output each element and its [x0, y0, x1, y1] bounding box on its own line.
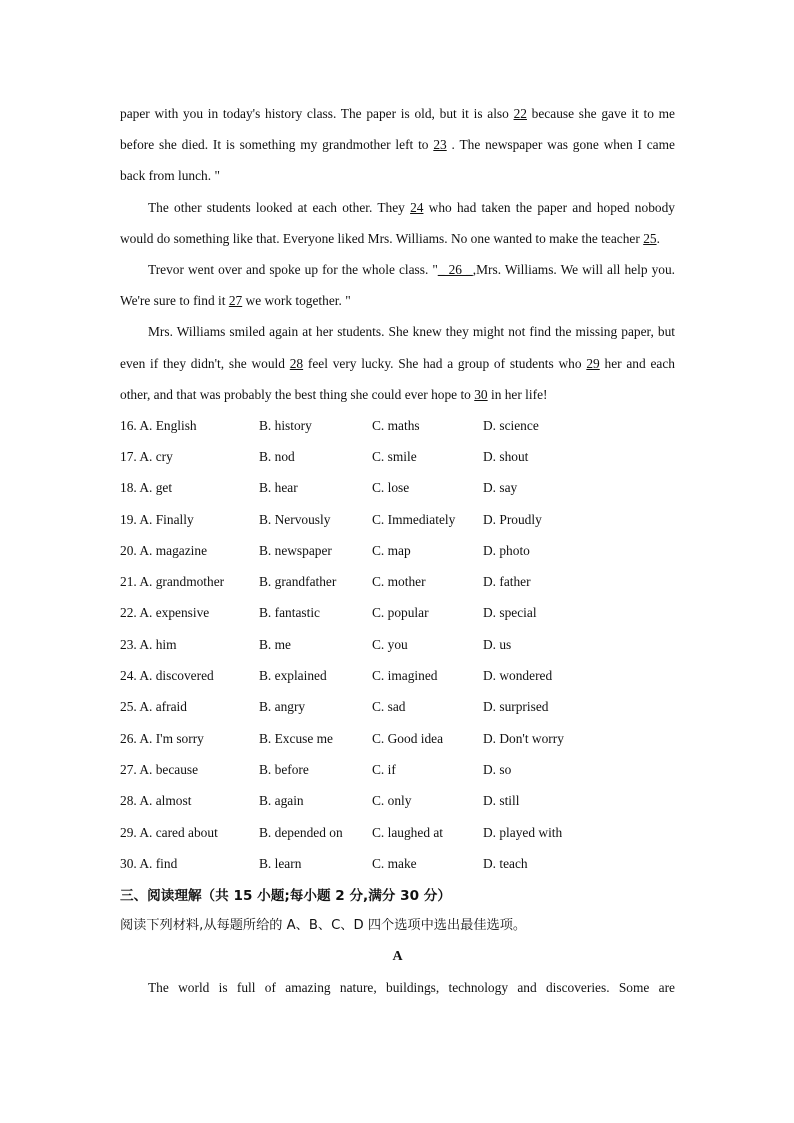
option-d: D. Don't worry [483, 730, 564, 746]
question-row [120, 629, 675, 660]
passage-paragraph-3 [120, 254, 675, 316]
option-c: C. lose [372, 480, 410, 496]
question-row [120, 504, 675, 535]
passage-label: A [392, 949, 403, 965]
question-row [120, 692, 675, 723]
question-row [120, 441, 675, 472]
option-b: B. depended on [259, 824, 343, 840]
option-d: D. wondered [483, 668, 553, 684]
passage-text: because she gave it to me before she died. It is something my grandmother left to [120, 106, 675, 153]
answer-blank: _ 26 _ [437, 262, 473, 278]
passage-text: Trevor went over and spoke up for the whole class. " [148, 262, 438, 278]
option-c: C. you [372, 636, 408, 652]
option-a: 23. A. him [120, 636, 177, 652]
answer-blank: 24 [410, 199, 424, 215]
option-c: C. smile [372, 448, 417, 464]
passage-text: feel very lucky. She had a group of students who [303, 355, 587, 371]
option-d: D. still [483, 793, 520, 809]
option-d: D. teach [483, 855, 528, 871]
option-d: D. Proudly [483, 511, 542, 527]
option-c: C. map [372, 542, 411, 558]
option-d: D. say [483, 480, 518, 496]
option-a: 20. A. magazine [120, 542, 208, 558]
answer-blank: 28 [289, 355, 304, 371]
section-instruction: 阅读下列材料,从每题所给的 A、B、C、D 四个选项中选出最佳选项。 [120, 918, 527, 934]
option-d: D. so [483, 761, 512, 777]
answer-blank: 30 [474, 386, 488, 402]
option-b: B. Excuse me [259, 730, 334, 746]
option-a: 18. A. get [120, 480, 173, 496]
passage-paragraph-1 [120, 98, 675, 192]
option-a: 17. A. cry [120, 448, 173, 464]
option-c: C. maths [372, 417, 420, 433]
question-row [120, 848, 675, 879]
passage-text: . The newspaper was gone when I came back from lunch. " [120, 137, 675, 184]
passage-text: who had taken the paper and hoped nobody would do something like that. Everyone liked Mrs. Williams. No one wanted to make the teacher [120, 199, 675, 246]
passage-paragraph-4 [120, 316, 675, 410]
question-row [120, 473, 675, 504]
option-a: 27. A. because [120, 761, 199, 777]
question-row [120, 598, 675, 629]
passage-text: The other students looked at each other. They [148, 199, 411, 215]
passage-text: . [656, 230, 660, 246]
question-row [120, 567, 675, 598]
option-d: D. played with [483, 824, 563, 840]
option-b: B. before [259, 761, 309, 777]
option-a: 19. A. Finally [120, 511, 194, 527]
question-row [120, 723, 675, 754]
option-c: C. mother [372, 574, 426, 590]
option-b: B. grandfather [259, 574, 337, 590]
answer-blank: 25 [643, 230, 657, 246]
passage-text: in her life! [487, 386, 548, 402]
option-a: 25. A. afraid [120, 699, 187, 715]
option-a: 28. A. almost [120, 793, 192, 809]
passage-text: we work together. " [242, 293, 351, 309]
option-d: D. special [483, 605, 537, 621]
option-a: 24. A. discovered [120, 668, 214, 684]
answer-blank: 27 [228, 293, 243, 309]
passage-paragraph-2 [120, 192, 675, 254]
option-c: C. laughed at [372, 824, 444, 840]
option-d: D. us [483, 636, 512, 652]
question-row [120, 817, 675, 848]
option-b: B. hear [259, 480, 298, 496]
option-c: C. if [372, 761, 396, 777]
option-a: 16. A. English [120, 417, 197, 433]
question-row [120, 660, 675, 691]
option-c: C. Immediately [372, 511, 456, 527]
option-b: B. me [259, 636, 291, 652]
option-b: B. nod [259, 448, 295, 464]
option-c: C. imagined [372, 668, 438, 684]
option-c: C. popular [372, 605, 429, 621]
option-c: C. sad [372, 699, 406, 715]
question-row [120, 786, 675, 817]
option-a: 21. A. grandmother [120, 574, 225, 590]
option-b: B. Nervously [259, 511, 331, 527]
option-b: B. newspaper [259, 542, 332, 558]
option-b: B. angry [259, 699, 306, 715]
passage-text: her and each other, and that was probably the best thing she could ever hope to [120, 355, 675, 402]
option-d: D. shout [483, 448, 529, 464]
option-d: D. surprised [483, 699, 549, 715]
section-title: 三、阅读理解（共 15 小题;每小题 2 分,满分 30 分） [120, 888, 451, 905]
option-d: D. science [483, 417, 539, 433]
option-b: B. explained [259, 668, 327, 684]
option-a: 30. A. find [120, 855, 178, 871]
passage-text: ,Mrs. Williams. We will all help you. We're sure to find it [120, 262, 676, 309]
option-d: D. photo [483, 542, 530, 558]
option-b: B. learn [259, 855, 302, 871]
answer-blank: 23 [433, 137, 447, 153]
option-c: C. Good idea [372, 730, 444, 746]
option-d: D. father [483, 574, 531, 590]
question-row [120, 754, 675, 785]
option-c: C. only [372, 793, 412, 809]
option-b: B. fantastic [259, 605, 320, 621]
document-page [120, 98, 675, 1004]
answer-blank: 29 [586, 355, 600, 371]
passage-text: Mrs. Williams smiled again at her students. She knew they might not find the missing paper, but even if they didn't, she would [120, 324, 675, 371]
question-row [120, 535, 675, 566]
cloze-options-table [120, 410, 675, 879]
option-a: 29. A. cared about [120, 824, 218, 840]
answer-blank: 22 [513, 106, 527, 121]
option-b: B. again [259, 793, 304, 809]
passage-text: paper with you in today's history class. The paper is old, but it is also [120, 106, 514, 121]
option-a: 22. A. expensive [120, 605, 210, 621]
option-a: 26. A. I'm sorry [120, 730, 204, 746]
reading-passage-start: The world is full of amazing nature, buildings, technology and discoveries. Some are [148, 980, 675, 996]
option-c: C. make [372, 855, 417, 871]
option-b: B. history [259, 417, 312, 433]
question-row [120, 410, 675, 441]
